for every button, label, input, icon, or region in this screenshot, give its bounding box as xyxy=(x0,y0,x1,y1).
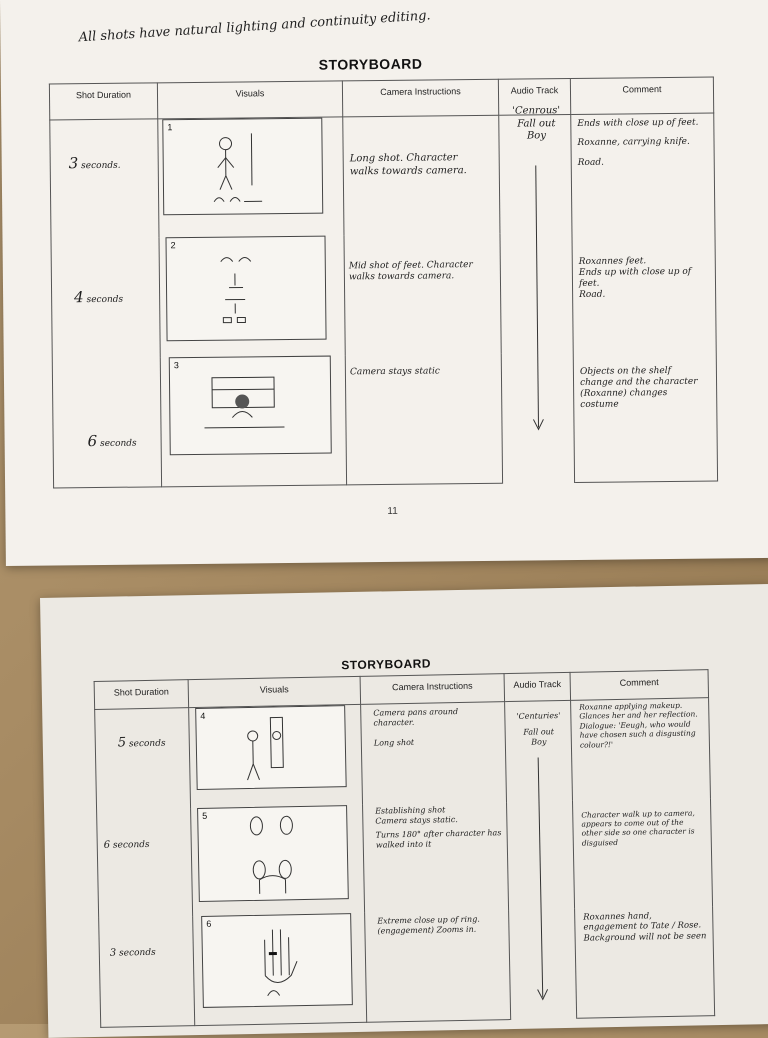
lighting-note: All shots have natural lighting and continuity editing. xyxy=(78,8,431,45)
shot-duration: 6 seconds xyxy=(104,838,150,851)
shot-duration: 4 seconds xyxy=(74,287,123,306)
header-audio-track: Audio Track xyxy=(504,672,571,701)
frame-number: 2 xyxy=(171,240,176,250)
table-row xyxy=(50,113,715,238)
frame-number: 3 xyxy=(174,360,179,370)
hand-ring-sketch xyxy=(202,914,352,1007)
camera-instruction: Camera stays static xyxy=(350,365,498,378)
header-audio-track: Audio Track xyxy=(498,79,570,116)
frame-number: 5 xyxy=(202,810,207,820)
duration-arrow-icon xyxy=(528,757,553,1007)
storyboard-frame xyxy=(169,355,332,455)
frame-number: 4 xyxy=(200,711,205,721)
header-shot-duration: Shot Duration xyxy=(94,680,189,710)
comment: Objects on the shelf change and the character (Roxanne) changes costume xyxy=(580,365,704,411)
walking-figure-sketch xyxy=(163,119,322,215)
comment: Roxanne applying makeup. Glances her and her reflection. Dialogue: 'Eeugh, who would have chosen such a disgusting colour?!' xyxy=(579,700,704,749)
shot-duration: 3 seconds. xyxy=(69,154,121,173)
comment: Ends with close up of feet. Roxanne, carrying knife. Road. xyxy=(577,118,706,169)
shelf-sketch xyxy=(170,356,331,454)
camera-instruction: Establishing shot Camera stays static. Turns 180° after character has walked into it xyxy=(375,804,504,850)
audio-track: 'Cenrous' Fall out Boy xyxy=(505,105,567,143)
storyboard-page-2 xyxy=(40,584,768,1038)
page-title: STORYBOARD xyxy=(319,56,423,73)
page-title: STORYBOARD xyxy=(341,657,431,673)
camera-instruction: Long shot. Character walks towards camera. xyxy=(350,152,470,178)
page-number: 11 xyxy=(387,506,398,517)
storyboard-table xyxy=(49,77,718,489)
header-camera-instructions: Camera Instructions xyxy=(342,79,498,117)
storyboard-frame xyxy=(197,805,349,902)
storyboard-table xyxy=(94,669,716,1028)
audio-track: 'Centuries' Fall out Boy xyxy=(509,711,568,748)
duration-arrow-icon xyxy=(526,165,549,435)
camera-instruction: Mid shot of feet. Character walks towards camera. xyxy=(349,259,497,283)
storyboard-frame xyxy=(165,235,326,341)
shot-duration: 5 seconds xyxy=(118,735,166,752)
table-row xyxy=(51,231,716,358)
feet-sketch xyxy=(166,236,325,340)
table-row xyxy=(99,906,715,1028)
header-visuals: Visuals xyxy=(157,81,342,119)
camera-instruction: Camera pans around character. Long shot xyxy=(373,706,498,748)
shot-duration: 3 seconds xyxy=(110,946,156,959)
mirror-figure-sketch xyxy=(196,706,346,789)
comment: Roxannes hand, engagement to Tate / Rose. Background will not be seen xyxy=(583,910,708,944)
table-row xyxy=(95,698,711,810)
comment: Character walk up to camera, appears to come out of the other side so one character is disguised xyxy=(581,808,706,848)
frame-number: 1 xyxy=(167,122,172,132)
storyboard-frame xyxy=(195,705,347,790)
header-comment: Comment xyxy=(570,77,713,114)
shot-duration: 6 seconds xyxy=(88,431,137,450)
header-visuals: Visuals xyxy=(188,676,361,707)
camera-instruction: Extreme close up of ring. (engagement) Zooms in. xyxy=(377,914,501,936)
header-comment: Comment xyxy=(570,670,709,701)
storyboard-frame xyxy=(162,118,323,216)
table-row xyxy=(52,351,717,488)
header-shot-duration: Shot Duration xyxy=(49,83,157,120)
table-row xyxy=(97,798,713,918)
header-camera-instructions: Camera Instructions xyxy=(360,674,505,705)
comment: Roxannes feet. Ends up with close up of feet. Road. xyxy=(579,255,707,301)
storyboard-frame xyxy=(201,913,353,1008)
frame-number: 6 xyxy=(206,918,211,928)
two-figures-sketch xyxy=(198,806,348,901)
